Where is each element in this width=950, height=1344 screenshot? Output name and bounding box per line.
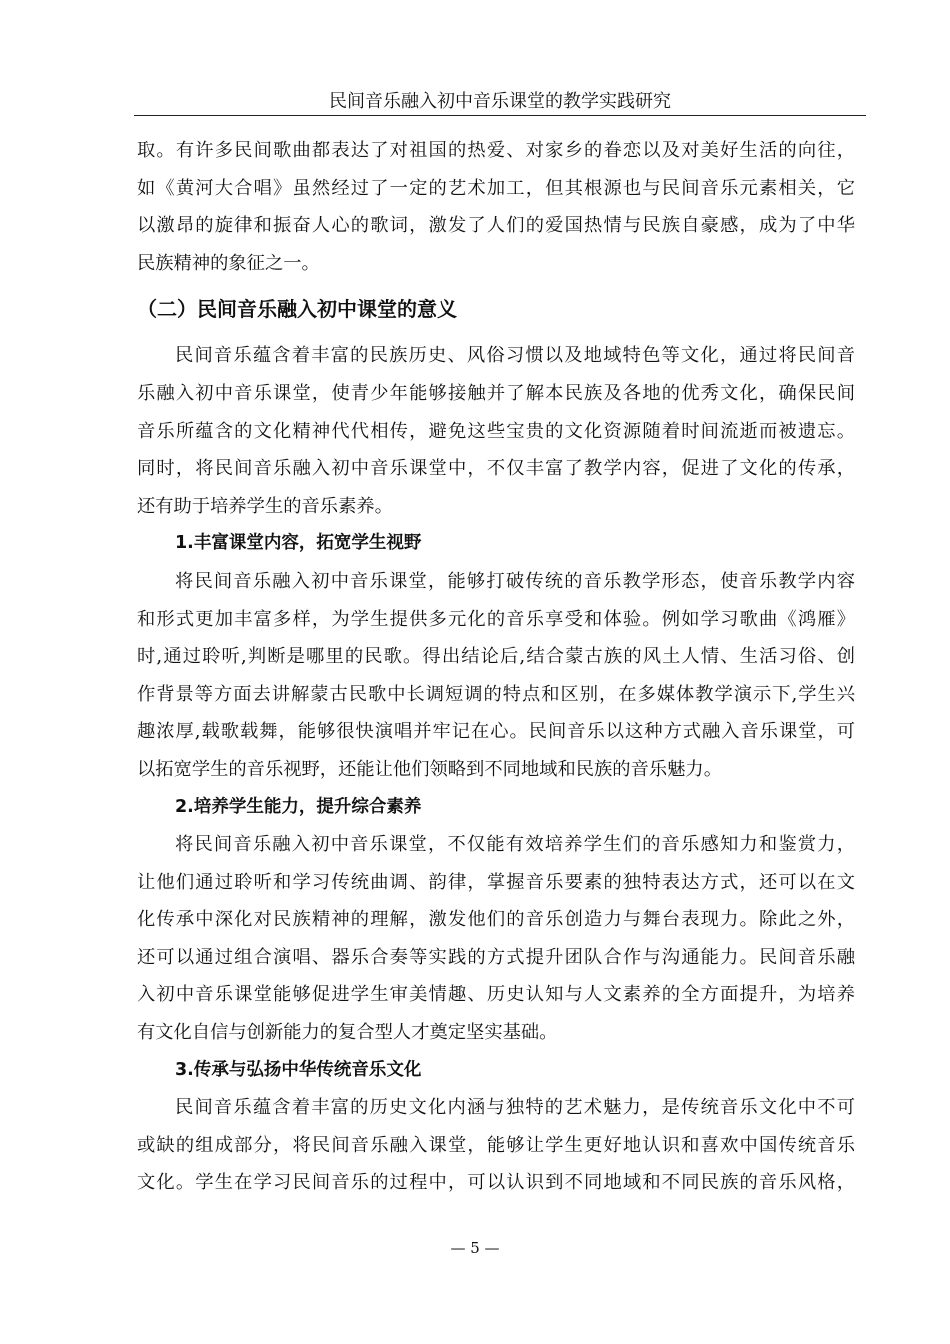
header-rule <box>134 115 866 116</box>
text-line: 有文化自信与创新能力的复合型人才奠定坚实基础。 <box>137 1022 558 1044</box>
page-number: — 5 — <box>450 1239 500 1257</box>
text-line: 让他们通过聆听和学习传统曲调、韵律，掌握音乐要素的独特表达方式，还可以在文 <box>137 871 855 893</box>
text-line: 如《黄河大合唱》虽然经过了一定的艺术加工，但其根源也与民间音乐元素相关，它 <box>137 177 855 199</box>
text-line: 将民间音乐融入初中音乐课堂，能够打破传统的音乐教学形态，使音乐教学内容 <box>175 570 855 592</box>
subsection-heading: 2.培养学生能力，提升综合素养 <box>175 796 422 817</box>
text-line: 或缺的组成部分，将民间音乐融入课堂，能够让学生更好地认识和喜欢中国传统音乐 <box>137 1134 855 1156</box>
subsection-heading: 1.丰富课堂内容，拓宽学生视野 <box>175 533 422 554</box>
text-line: 作背景等方面去讲解蒙古民歌中长调短调的特点和区别，在多媒体教学演示下,学生兴 <box>137 683 855 705</box>
text-line: 和形式更加丰富多样，为学生提供多元化的音乐享受和体验。例如学习歌曲《鸿雁》 <box>137 608 855 630</box>
section-heading: （二）民间音乐融入初中课堂的意义 <box>137 297 457 322</box>
text-line: 还有助于培养学生的音乐素养。 <box>137 495 393 517</box>
paragraph <box>137 337 855 525</box>
paragraph <box>137 826 855 1052</box>
text-line: 取。有许多民间歌曲都表达了对祖国的热爱、对家乡的眷恋以及对美好生活的向往， <box>137 140 855 161</box>
text-line: 音乐所蕴含的文化精神代代相传，避免这些宝贵的文化资源随着时间流逝而被遗忘。 <box>137 420 855 442</box>
text-line: 以拓宽学生的音乐视野，还能让他们领略到不同地域和民族的音乐魅力。 <box>137 758 722 780</box>
text-line: 民族精神的象征之一。 <box>137 252 320 274</box>
text-line: 时,通过聆听,判断是哪里的民歌。得出结论后,结合蒙古族的风土人情、生活习俗、创 <box>137 646 855 668</box>
paragraph <box>137 132 855 282</box>
subsection-heading: 3.传承与弘扬中华传统音乐文化 <box>175 1059 422 1080</box>
paragraph <box>137 563 855 789</box>
text-line: 以激昂的旋律和振奋人心的歌词，激发了人们的爱国热情与民族自豪感，成为了中华 <box>137 215 855 237</box>
running-header: 民间音乐融入初中音乐课堂的教学实践研究 <box>329 91 671 112</box>
text-line: 还可以通过组合演唱、器乐合奏等实践的方式提升团队合作与沟通能力。民间音乐融 <box>137 946 855 968</box>
document-body <box>137 132 855 1202</box>
text-line: 将民间音乐融入初中音乐课堂，不仅能有效培养学生们的音乐感知力和鉴赏力， <box>175 834 855 856</box>
paragraph <box>137 1089 855 1202</box>
text-line: 化传承中深化对民族精神的理解，激发他们的音乐创造力与舞台表现力。除此之外， <box>137 909 855 931</box>
text-line: 同时，将民间音乐融入初中音乐课堂中，不仅丰富了教学内容，促进了文化的传承， <box>137 458 855 480</box>
text-line: 民间音乐蕴含着丰富的历史文化内涵与独特的艺术魅力，是传统音乐文化中不可 <box>175 1097 855 1119</box>
text-line: 文化。学生在学习民间音乐的过程中，可以认识到不同地域和不同民族的音乐风格， <box>137 1172 855 1194</box>
text-line: 民间音乐蕴含着丰富的民族历史、风俗习惯以及地域特色等文化，通过将民间音 <box>175 345 855 367</box>
text-line: 入初中音乐课堂能够促进学生审美情趣、历史认知与人文素养的全方面提升，为培养 <box>137 984 855 1006</box>
text-line: 趣浓厚,载歌载舞，能够很快演唱并牢记在心。民间音乐以这种方式融入音乐课堂，可 <box>137 721 855 743</box>
text-line: 乐融入初中音乐课堂，使青少年能够接触并了解本民族及各地的优秀文化，确保民间 <box>137 382 855 404</box>
